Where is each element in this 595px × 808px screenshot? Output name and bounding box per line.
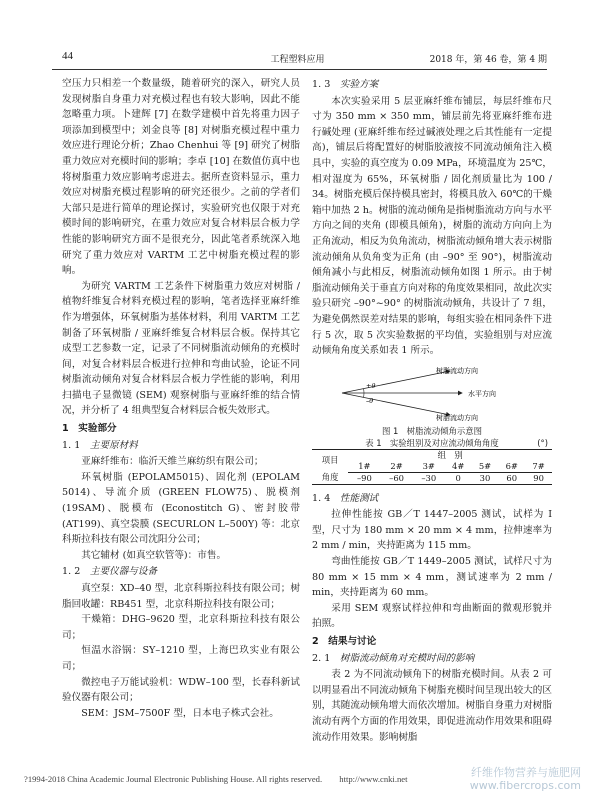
- equipment-oven: 干燥箱：DHG–9620 型，北京科斯拉科技有限公司；: [62, 614, 300, 641]
- watermark: 纤维作物营养与施肥网 www.fibercrops.com: [469, 766, 581, 792]
- equipment-pump: 真空泵：XD–40 型，北京科斯拉科技有限公司；树脂回收罐：RB451 型，北京科斯拉科技有限公司；: [62, 583, 300, 610]
- issue-info: 2018 年，第 46 卷，第 4 期: [429, 55, 547, 65]
- section-2-heading: 2 结果与讨论: [312, 636, 377, 648]
- figure-1: [312, 363, 552, 423]
- down-flow-label: 树脂流动方向: [436, 413, 478, 422]
- method-paragraph: 本次实验采用 5 层亚麻纤维布铺层，每层纤维布尺寸为 350 mm × 350 mm，铺层前先将亚麻纤维布进行碱处理 (亚麻纤维布经过碱液处理之后其性能有一定提高)，铺层后将配置好的树脂胶液按不同流动倾角注入模具中，实验的真空度为 0.09 MPa，环境温度为 25℃，相对湿度为 65%，环氧树脂 / 固化剂质量比为 100 / 34。树脂充模后保持模具密封，将模具放入 60℃的干燥箱中加热 2 h。树脂的流动倾角是指树脂流动方向与水平方向之间的夹角 (即模具倾角)，树脂的流动方向向上为正角流动，相反为负角流动，树脂流动倾角增大表示树脂流动倾角从负角变为正角 (由 –90° 至 90°)，树脂流动倾角减小与此相反，树脂流动倾角如图 1 所示。由于树脂流动倾角关于垂直方向对称的角度效果相同，故此次实验只研究 –90°~90° 的树脂流动倾角，共设计了 7 组，为避免偶然误差对结果的影响，每组实验在相同条件下进行 5 次，取 5 次实验数据的平均值，实验组别与对应流动倾角角度关系如表 1 所示。: [312, 95, 552, 357]
- material-fiber: 亚麻纤维布：临沂天维兰麻纺织有限公司；: [81, 456, 264, 468]
- test-tensile: 拉伸性能按 GB／T 1447–2005 测试，试样为 I 型，尺寸为 180 mm × 20 mm × 4 mm，拉伸速率为 2 mm / min，夹持距离为 115 mm。: [312, 509, 552, 552]
- subsection-2-1: 2. 1 树脂流动倾角对充模时间的影响: [312, 652, 475, 664]
- page-number: 44: [62, 50, 73, 62]
- equipment-bath: 恒温水浴锅：SY–1210 型，上海巴玖实业有限公司；: [62, 645, 300, 672]
- material-resin: 环氧树脂 (EPOLAM5015)、固化剂 (EPOLAM 5014)、导流介质 (GREEN FLOW75)、脱模剂 (19SAM)、脱模布 (Econostitch G)、密封胶带 (AT199)、真空袋膜 (SECURLON L–500Y) 等：北京科斯拉科技有限公司沈阳分公司；: [62, 471, 300, 546]
- right-column: [312, 76, 552, 745]
- journal-name: 工程塑料应用: [270, 55, 325, 65]
- table-1: [312, 449, 552, 485]
- table-angle-row: 角度 –90 –60 –30 0 30 60 90: [312, 472, 552, 484]
- subsection-1-1: 1. 1 主要原材料: [62, 439, 138, 451]
- angle-arc-plus: [364, 388, 365, 393]
- table-header-item: 项目: [312, 449, 348, 472]
- subsection-1-2: 1. 2 主要仪器与设备: [62, 566, 158, 578]
- figure-1-caption: 图 1 树脂流动倾角示意图: [381, 425, 483, 436]
- table-1-unit: (°): [537, 437, 548, 448]
- section-1-heading: 1 实验部分: [62, 423, 117, 435]
- material-other: 其它辅材 (如真空软管等)：市售。: [81, 549, 227, 561]
- table-1-caption: 表 1 实验组别及对应流动倾角角度 (°): [365, 437, 548, 448]
- intro-paragraph-2: 为研究 VARTM 工艺条件下树脂重力效应对树脂 / 植物纤维复合材料充模过程的影响，笔者选择亚麻纤维作为增强体，环氧树脂为基体材料，利用 VARTM 工艺制备了环氧树脂 / 亚麻纤维复合材料层合板。保持其它成型工艺参数一定，记录了不同树脂流动倾角的充模时间，对复合材料层合板进行拉伸和弯曲试验，论证不同树脂流动倾角对复合材料层合板力学性能的影响，利用扫描电子显微镜 (SEM) 观察树脂与亚麻纤维的结合情况，并分析了 4 组典型复合材料层合板失效形式。: [62, 280, 300, 417]
- left-column: [62, 76, 300, 721]
- copyright-footer: ?1994-2018 China Academic Journal Electronic Publishing House. All rights reserved. http://www.cnki.net: [24, 774, 408, 784]
- table-header-group: 组 别: [348, 449, 552, 461]
- page-header: [48, 50, 547, 66]
- equipment-sem: SEM：JSM–7500F 型，日本电子株式会社。: [81, 707, 279, 719]
- test-sem: 采用 SEM 观察试样拉伸和弯曲断面的微观形貌并拍照。: [312, 602, 552, 630]
- equipment-tester: 微控电子万能试验机：WDW–100 型，长春科新试验仪器有限公司；: [62, 676, 300, 704]
- table-group-row: 1# 2# 3# 4# 5# 6# 7#: [312, 461, 552, 473]
- intro-paragraph-cont: 空压力只相差一个数量级，随着研究的深入，研究人员发现树脂自身重力对充模过程也有较大影响，因此不能忽略重力项。卜建辉 [7] 在数学建模中首先将重力因子项添加到模型中；刘金良等 [8] 对树脂充模过程中重力效应进行理论分析；Zhao Chenhui 等 [9] 研究了树脂重力效应对充模时间的影响；李卓 [10] 在数值仿真中也将树脂重力效应影响考虑进去。据所查资料显示，重力效应对树脂充模过程影响的研究还很少。之前的学者们大部只是进行简单的理论探讨，实验研究也仅限于对充模时间的影响研究，在重力效应对复合材料层合板力学性能的影响研究方面不是很充分，因此笔者系统深入地研究了重力效应对 VARTM 工艺中树脂充模过程的影响。: [62, 78, 300, 277]
- test-bending: 弯曲性能按 GB／T 1449–2005 测试，试样尺寸为 80 mm × 15 mm × 4 mm，测试速率为 2 mm / min，夹持距离为 60 mm。: [312, 556, 552, 599]
- subsection-1-4: 1. 4 性能测试: [312, 492, 379, 504]
- angle-arc-minus: [364, 393, 365, 398]
- results-paragraph: 表 2 为不同流动倾角下的树脂充模时间。从表 2 可以明显看出不同流动倾角下树脂充模时间呈现出较大的区别，其随流动倾角增大而依次增加。树脂自身重力对树脂流动有两个方面的作用效果，即促进流动作用效果和阻碍流动作用效果。影响树脂: [312, 669, 552, 743]
- plus-theta-label: +θ: [366, 381, 376, 390]
- minus-theta-label: –θ: [366, 396, 374, 405]
- upward-flow-arrow: [342, 371, 450, 393]
- downward-flow-arrow: [342, 393, 450, 415]
- up-flow-label: 树脂流动方向: [436, 366, 478, 375]
- horizontal-label: 水平方向: [468, 389, 496, 398]
- flow-angle-diagram: [312, 363, 552, 423]
- subsection-1-3: 1. 3 实验方案: [312, 79, 379, 90]
- header-rule: [52, 69, 547, 70]
